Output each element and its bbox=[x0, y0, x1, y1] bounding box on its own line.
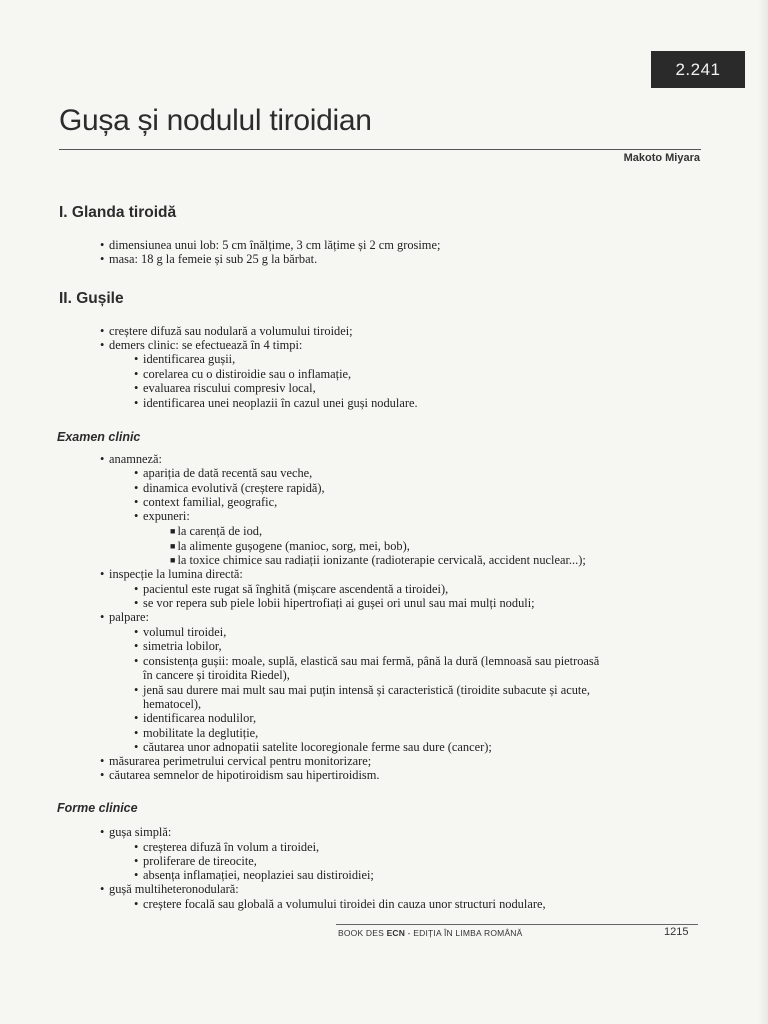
list-item: • absența inflamației, neoplaziei sau distiroidiei; bbox=[134, 868, 374, 882]
chapter-number-badge: 2.241 bbox=[651, 51, 745, 88]
list-item: • identificarea gușii, bbox=[134, 352, 236, 366]
section-heading-glanda: I. Glanda tiroidă bbox=[59, 204, 177, 221]
scan-edge-shadow bbox=[758, 0, 768, 1024]
list-item: • context familial, geografic, bbox=[134, 495, 278, 509]
list-item: • palpare: bbox=[100, 610, 149, 624]
page-title: Gușa și nodulul tiroidian bbox=[59, 104, 372, 137]
list-item: • identificarea nodulilor, bbox=[134, 711, 257, 725]
list-item-continuation: hematocel), bbox=[143, 697, 202, 711]
list-item: • consistența gușii: moale, suplă, elastică sau mai fermă, până la dură (lemnoasă sau pietroasă bbox=[134, 654, 600, 668]
subheading-examen-clinic: Examen clinic bbox=[57, 430, 141, 444]
footer-divider bbox=[336, 924, 698, 925]
list-item: • simetria lobilor, bbox=[134, 639, 222, 653]
page-number: 1215 bbox=[664, 926, 689, 938]
list-item: • creștere difuză sau nodulară a volumului tiroidei; bbox=[100, 324, 353, 338]
list-item: • măsurarea perimetrului cervical pentru monitorizare; bbox=[100, 754, 372, 768]
list-item: • dinamica evolutivă (creștere rapidă), bbox=[134, 481, 325, 495]
list-item: • se vor repera sub piele lobii hipertrofiați ai gușei ori unul sau mai mulți noduli; bbox=[134, 596, 535, 610]
list-item: • masa: 18 g la femeie și sub 25 g la bărbat. bbox=[100, 252, 318, 266]
list-item: • volumul tiroidei, bbox=[134, 625, 227, 639]
list-item: • inspecție la lumina directă: bbox=[100, 567, 243, 581]
list-item: • corelarea cu o distiroidie sau o inflamație, bbox=[134, 367, 352, 381]
list-item: • evaluarea riscului compresiv local, bbox=[134, 381, 316, 395]
list-item: • identificarea unei neoplazii în cazul unei guși nodulare. bbox=[134, 396, 418, 410]
list-item: • căutarea unor adnopatii satelite locoregionale ferme sau dure (cancer); bbox=[134, 740, 492, 754]
list-item: • proliferare de tireocite, bbox=[134, 854, 257, 868]
list-item: • creșterea difuză în volum a tiroidei, bbox=[134, 840, 320, 854]
list-item: ■ la carență de iod, bbox=[170, 524, 263, 538]
list-item: • gușă multiheteronodulară: bbox=[100, 882, 239, 896]
list-item: • căutarea semnelor de hipotiroidism sau hipertiroidism. bbox=[100, 768, 380, 782]
subheading-forme-clinice: Forme clinice bbox=[57, 801, 138, 815]
list-item: • demers clinic: se efectuează în 4 timpi: bbox=[100, 338, 303, 352]
list-item-continuation: în cancere și tiroidita Riedel), bbox=[143, 668, 290, 682]
list-item: • mobilitate la deglutiție, bbox=[134, 726, 259, 740]
list-item: • jenă sau durere mai mult sau mai puțin intensă și caracteristică (tiroidite subacute și acute, bbox=[134, 683, 590, 697]
list-item: • pacientul este rugat să înghită (mișcare ascendentă a tiroidei), bbox=[134, 582, 449, 596]
title-divider bbox=[59, 149, 701, 150]
list-item: • expuneri: bbox=[134, 509, 190, 523]
list-item: ■ la toxice chimice sau radiații ionizante (radioterapie cervicală, accident nuclear...); bbox=[170, 553, 586, 567]
section-heading-gusile: II. Gușile bbox=[59, 290, 124, 307]
list-item: • creștere focală sau globală a volumului tiroidei din cauza unor structuri nodulare, bbox=[134, 897, 546, 911]
author-name: Makoto Miyara bbox=[623, 152, 700, 164]
list-item: • anamneză: bbox=[100, 452, 162, 466]
list-item: • gușa simplă: bbox=[100, 825, 172, 839]
list-item: • apariția de dată recentă sau veche, bbox=[134, 466, 313, 480]
list-item: ■ la alimente gușogene (manioc, sorg, mei, bob), bbox=[170, 539, 410, 553]
footer-book-title: BOOK DES ECN - EDIȚIA ÎN LIMBA ROMÂNĂ bbox=[338, 928, 523, 938]
list-item: • dimensiunea unui lob: 5 cm înălțime, 3 cm lățime și 2 cm grosime; bbox=[100, 238, 441, 252]
